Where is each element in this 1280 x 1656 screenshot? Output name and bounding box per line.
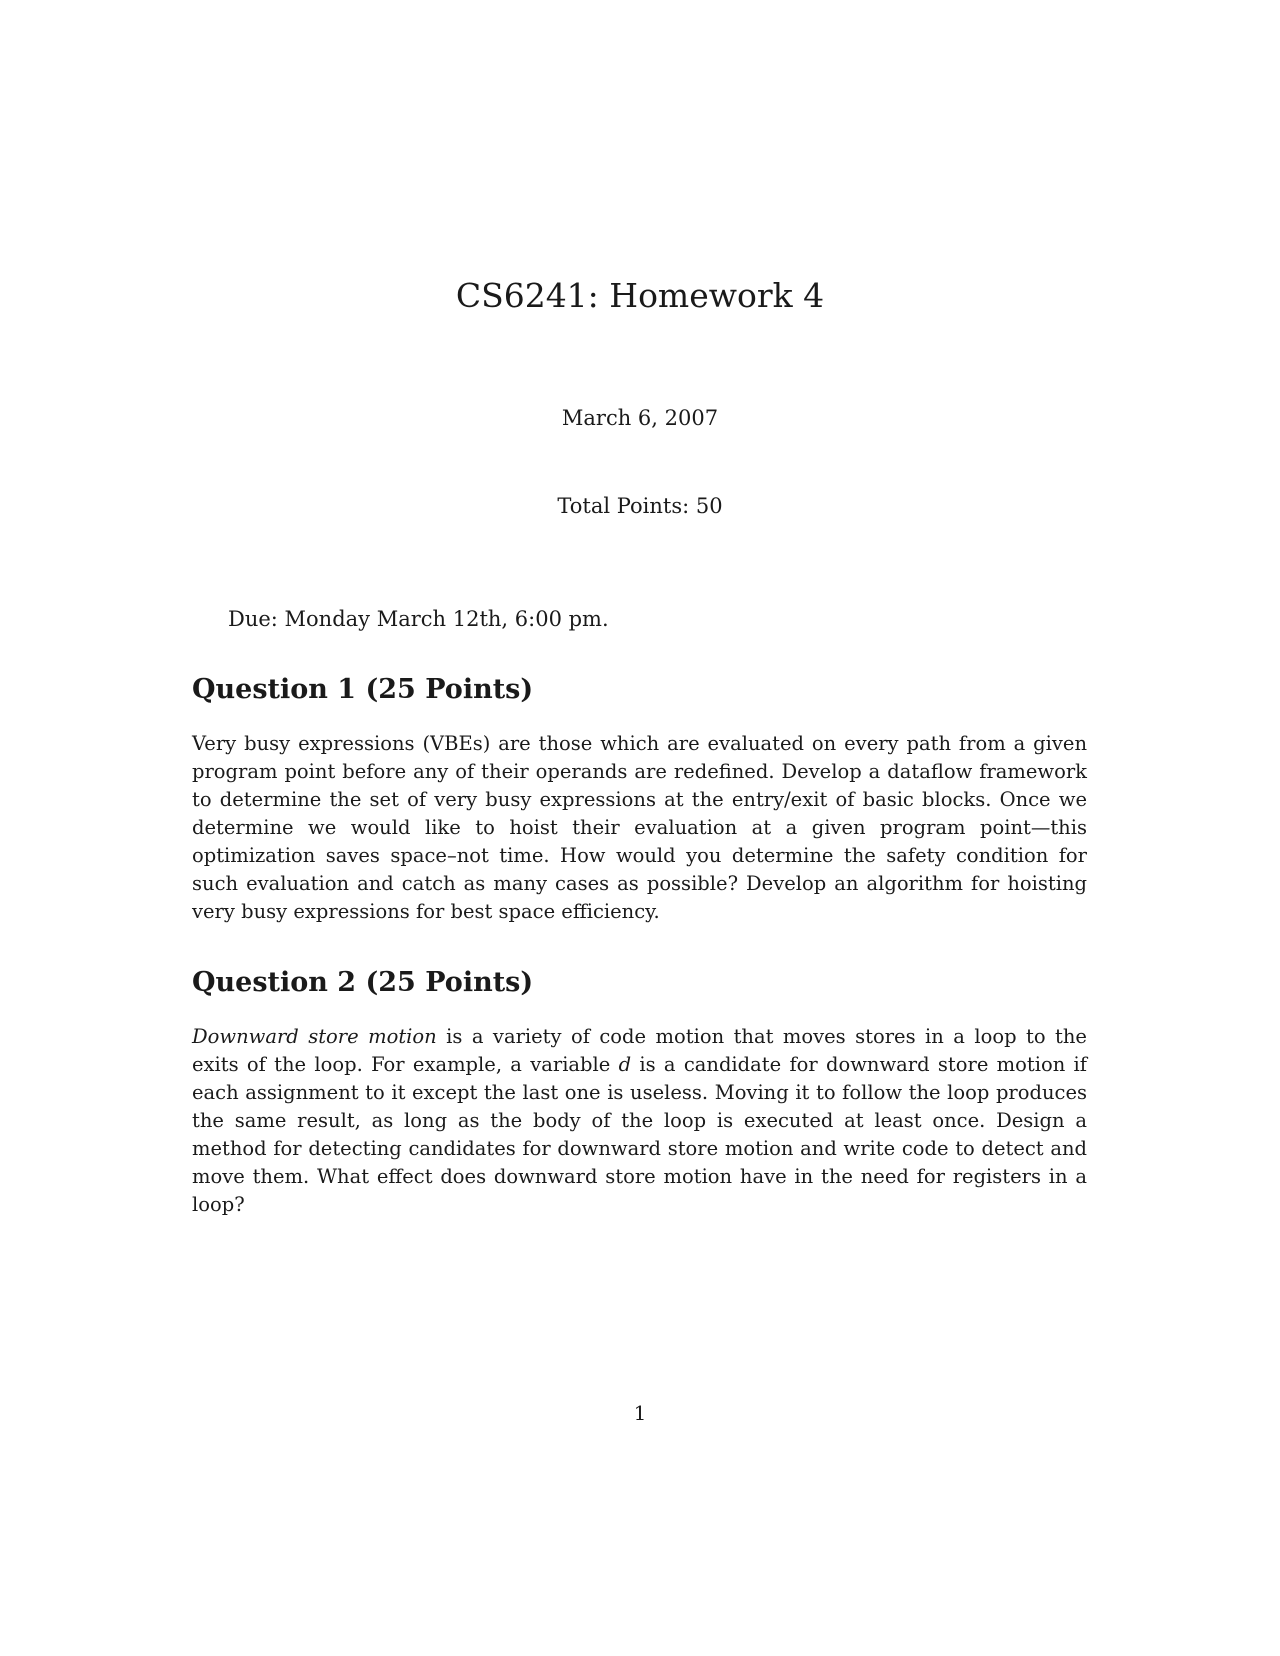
document-date: March 6, 2007 [561, 406, 719, 430]
question-2-text-part-2: is a candidate for downward store motion if each assignment to it except the last one is useless. Moving it to follow the loop produces the same result, as long as the body of the loop is executed at least once. Design a method for detecting candidates for downward store motion and write code to detect and move them. What effect does downward store motion have in the need for registers in a loop? [192, 1053, 1087, 1216]
total-points: Total Points: 50 [557, 494, 723, 518]
page-number: 1 [633, 1401, 647, 1425]
question-2-emphasis: Downward store motion [192, 1025, 437, 1048]
due-date: Due: Monday March 12th, 6:00 pm. [228, 607, 609, 631]
question-1-body: Very busy expressions (VBEs) are those which are evaluated on every path from a given program point before any of their operands are redefined. Develop a dataflow framework to determine the set of very busy expressions at the entry/exit of basic blocks. Once we determine we would like to hoist their evaluation at a given program point—this optimization saves space–not time. How would you determine the safety condition for such evaluation and catch as many cases as possible? Develop an algorithm for hoisting very busy expressions for best space efficiency. [192, 732, 1087, 923]
question-1-heading: Question 1 (25 Points) [192, 674, 534, 705]
question-2-text-part-1: is a variety of code motion that moves stores in a loop to the exits of the loop. For example, a variable [192, 1025, 1087, 1076]
document-title: CS6241: Homework 4 [455, 276, 825, 315]
question-2-body [192, 1023, 1087, 1219]
question-2-variable: d [618, 1053, 632, 1076]
question-2-heading: Question 2 (25 Points) [192, 967, 534, 998]
